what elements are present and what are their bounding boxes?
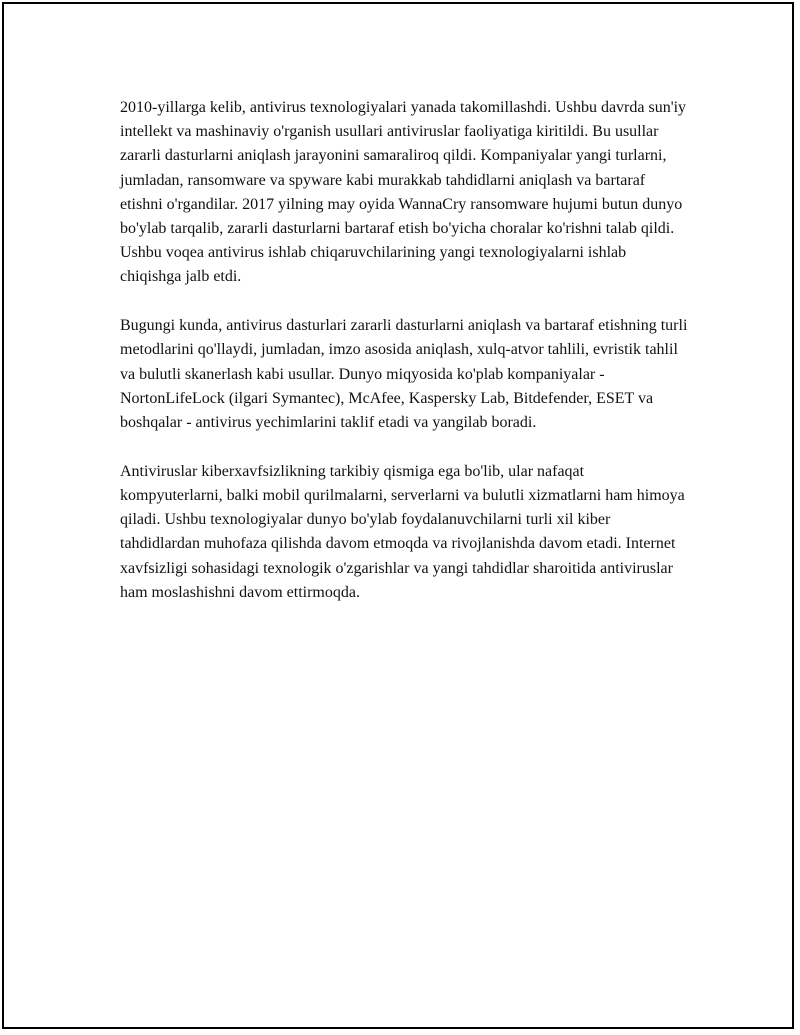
paragraph-3: Antiviruslar kiberxavfsizlikning tarkibiy qismiga ega bo'lib, ular nafaqat kompyuterlarni, balki mobil qurilmalarni, serverlarni va bulutli xizmatlarni ham himoya qiladi. Ushbu texnologiyalar dunyo bo'ylab foydalanuvchilarni turli xil kiber tahdidlardan muhofaza qilishda davom etmoqda va rivojlanishda davom etadi. Internet xavfsizligi sohasidagi texnologik o'zgarishlar va yangi tahdidlar sharoitida antiviruslar ham moslashishni davom ettirmoqda. <box>120 462 685 601</box>
paragraph-1: 2010-yillarga kelib, antivirus texnologiyalari yanada takomillashdi. Ushbu davrda sun'iy intellekt va mashinaviy o'rganish usullari antiviruslar faoliyatiga kiritildi. Bu usullar zararli dasturlarni aniqlash jarayonini samaraliroq qildi. Kompaniyalar yangi turlarni, jumladan, ransomware va spyware kabi murakkab tahdidlarni aniqlash va bartaraf etishni o'rgandilar. 2017 yilning may oyida WannaCry ransomware hujumi butun dunyo bo'ylab tarqalib, zararli dasturlarni bartaraf etish bo'yicha choralar ko'rishni talab qildi. Ushbu voqea antivirus ishlab chiqaruvchilarining yangi texnologiyalarni ishlab chiqishga jalb etdi. <box>120 99 687 286</box>
document-body <box>120 96 688 630</box>
page-border <box>2 2 794 1029</box>
paragraph-2: Bugungi kunda, antivirus dasturlari zararli dasturlarni aniqlash va bartaraf etishning turli metodlarini qo'llaydi, jumladan, imzo asosida aniqlash, xulq-atvor tahlili, evristik tahlil va bulutli skanerlash kabi usullar. Dunyo miqyosida ko'plab kompaniyalar - NortonLifeLock (ilgari Symantec), McAfee, Kaspersky Lab, Bitdefender, ESET va boshqalar - antivirus yechimlarini taklif etadi va yangilab boradi. <box>120 317 688 432</box>
